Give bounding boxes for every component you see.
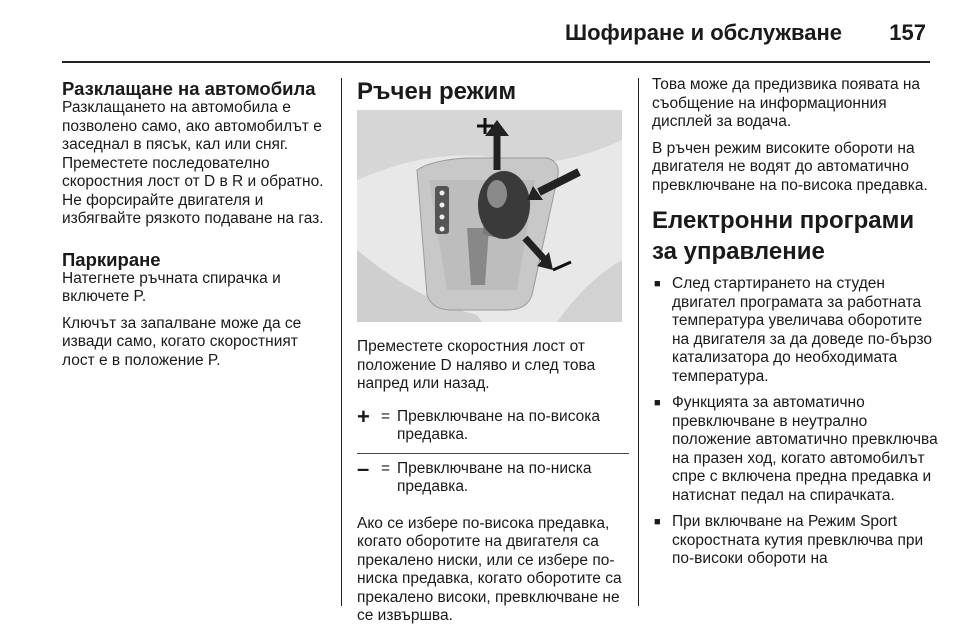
gear-lever-illustration: [357, 110, 622, 322]
manual-mode-text: Ако се избере по-висока предавка, когато оборотите на двигателя са прекалено ниски, или се избере по-ниска предавка, когато оборотите са прекалено високи, превключване не се извършва.: [357, 514, 622, 624]
list-item: ■ При включване на Режим Sport скоростната кутия превключва при по-високи обороти на: [652, 513, 942, 569]
header-rule: [62, 61, 930, 63]
section-title-rocking: Разклащане на автомобила: [62, 78, 316, 99]
column-3: [652, 76, 942, 577]
page-title: Шофиране и обслужване: [564, 20, 842, 45]
list-item: ■ Функцията за автоматично превключване в неутрално положение автоматично превключва на празен ход, когато автомобилът спре с включена предна предавка и натиснат педал на спирачката.: [652, 394, 942, 505]
section-title-parking: Паркиране: [62, 248, 161, 270]
legend-text-downshift: Превключване на по-ниска предавка.: [397, 459, 592, 495]
page-number: 157: [889, 20, 926, 45]
list-item: ■ След стартирането на студен двигател програмата за работната температура увеличава оборотите на двигателя за да доведе по-бързо катализатора до необходимата температура.: [652, 275, 942, 386]
column-1: [62, 78, 330, 378]
column-divider-2: [638, 78, 639, 606]
section-title-electronic: Електронни програми за управление: [652, 207, 915, 265]
minus-symbol: –: [357, 455, 370, 481]
info-text-2: В ръчен режим високите обороти на двигателя не водят до автоматично превключване на по-висока предавка.: [652, 139, 928, 194]
bullet-list: [652, 275, 942, 569]
legend-row-downshift: – = Превключване на по-ниска предавка.: [357, 453, 629, 505]
page-header: [0, 0, 960, 62]
key-text: Ключът за запалване може да се извади само, когато скоростният лост е в положение P.: [62, 314, 302, 369]
legend-text-upshift: Превключване на по-висока предавка.: [397, 407, 600, 443]
legend-row-upshift: + = Превключване на по-висока предавка.: [357, 402, 629, 453]
plus-symbol: +: [357, 403, 370, 429]
column-divider-1: [341, 78, 342, 606]
column-2: [357, 78, 629, 634]
parking-text: Натегнете ръчната спирачка и включете P.: [62, 269, 281, 305]
rocking-text: Разклащането на автомобила е позволено само, ако автомобилът е заседнал в пясък, кал или сняг. Преместете последователно скоростния лост от D в R и обратно. Не форсирайте двигателя и избягвайте рязкото подаване на газ.: [62, 99, 324, 227]
shift-legend: [357, 402, 629, 505]
info-text-1: Това може да предизвика появата на съобщение на информационния дисплей за водача.: [652, 76, 921, 130]
section-title-manual: Ръчен режим: [357, 78, 517, 105]
figure-caption: Преместете скоростния лост от положение D наляво и след това напред или назад.: [357, 338, 596, 392]
